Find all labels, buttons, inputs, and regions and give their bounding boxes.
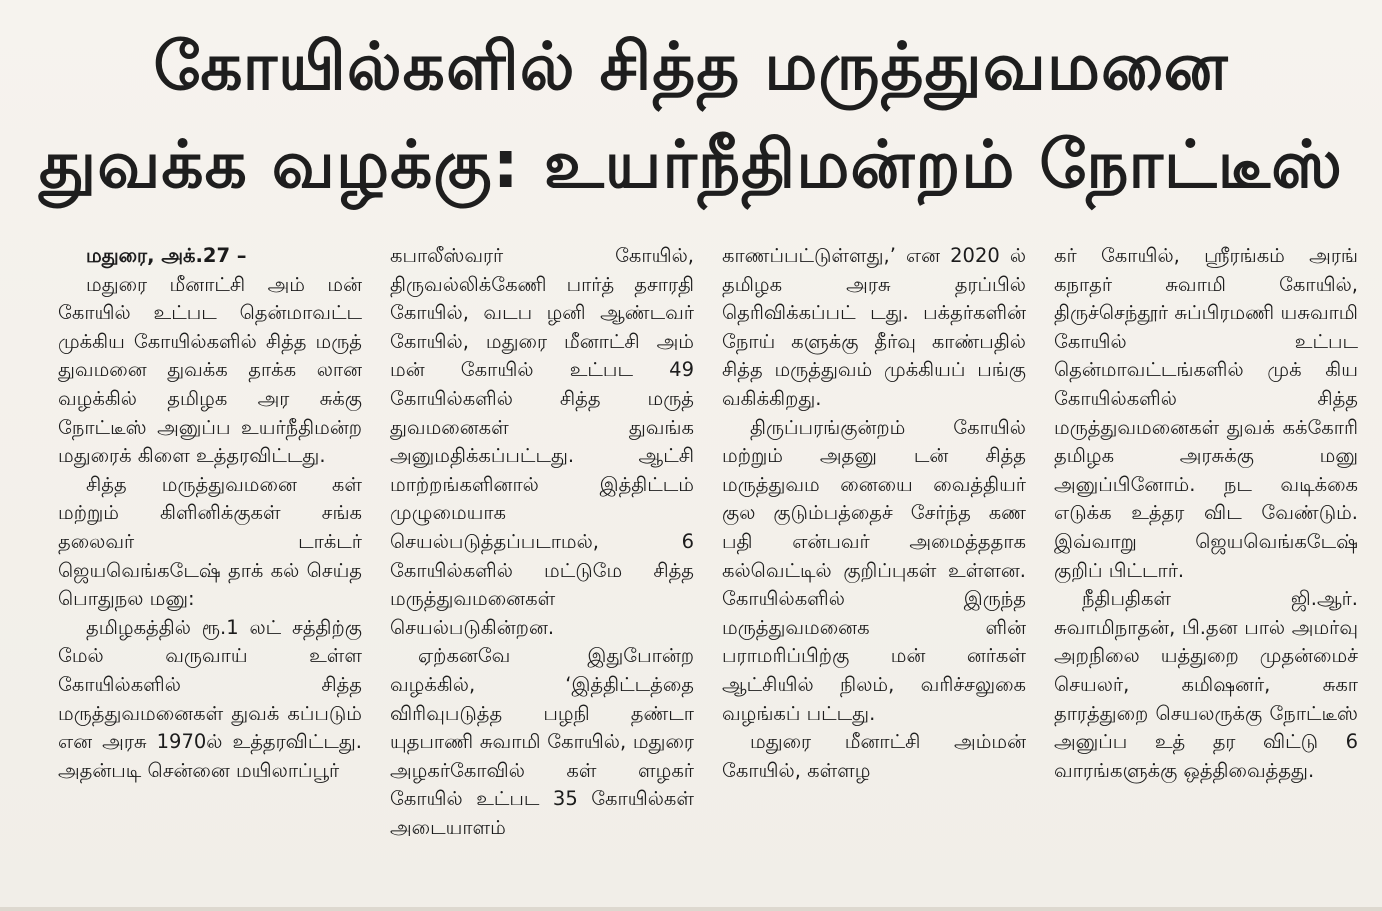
dateline: மதுரை, அக்.27 – [86,244,247,267]
paragraph: காணப்பட்டுள்ளது,’ என 2020 ல் தமிழக அரசு தரப்பில் தெரிவிக்கப்பட் டது. பக்தர்களின் நோய் களுக்கு தீர்வு காண்பதில் சித்த மருத்துவம் முக்கியப் பங்கு வகிக்கிறது. [722,244,1026,410]
paragraph: கர் கோயில், ஸ்ரீரங்கம் அரங் கநாதர் சுவாமி கோயில், திருச்செந்தூர் சுப்பிரமணி யசுவாமி கோயில் உட்பட தென்மாவட்டங்களில் முக் கிய கோயில்களில் சித்த மருத்துவமனைகள் துவக் கக்கோரி தமிழக அரசுக்கு மனு அனுப்பினோம். நட வடிக்கை எடுக்க உத்தர விட வேண்டும். இவ்வாறு ஜெயவெங்கடேஷ் குறிப் பிட்டார். [1054,244,1358,582]
paragraph: கபாலீஸ்வரர் கோயில், திருவல்லிக்கேணி பார்த் தசாரதி கோயில், வடப ழனி ஆண்டவர் கோயில், மதுரை மீனாட்சி அம் மன் கோயில் உட்பட 49 கோயில்களில் சித்த மருத் துவமனைகள் துவங்க அனுமதிக்கப்பட்டது. ஆட்சி மாற்றங்களினால் இத்திட்டம் முழுமையாக செயல்படுத்தப்படாமல், 6 கோயில்களில் மட்டுமே சித்த மருத்துவமனைகள் செயல்படுகின்றன. [390,244,694,639]
article-column-1 [58,242,362,892]
headline-line-2: துவக்க வழக்கு: உயர்நீதிமன்றம் நோட்டீஸ் [38,126,1343,203]
article-column-3 [722,242,1026,892]
article-body [58,242,1360,892]
paragraph: ஏற்கனவே இதுபோன்ற வழக்கில், ‘இத்திட்டத்தை விரிவுபடுத்த பழநி தண்டா யுதபாணி சுவாமி கோயில், மதுரை அழகர்கோவில் கள் ளழகர் கோயில் உட்பட 35 கோயில்கள் அடையாளம் [390,644,694,839]
article-column-2 [390,242,694,892]
paragraph: மதுரை மீனாட்சி அம் மன் கோயில் உட்பட தென்மாவட்ட முக்கிய கோயில்களில் சித்த மருத் துவமனை துவக்க தாக்க லான வழக்கில் தமிழக அர சுக்கு நோட்டீஸ் அனுப்ப உயர்நீதிமன்ற மதுரைக் கிளை உத்தரவிட்டது. [58,272,362,468]
headline [0,18,1382,214]
paragraph: தமிழகத்தில் ரூ.1 லட் சத்திற்கு மேல் வருவாய் உள்ள கோயில்களில் சித்த மருத்துவமனைகள் துவக் கப்படும் என அரசு 1970ல் உத்தரவிட்டது. அதன்படி சென்னை மயிலாப்பூர் [58,615,362,782]
paragraph: மதுரை மீனாட்சி அம்மன் கோயில், கள்ளழ [722,730,1026,782]
article-column-4 [1054,242,1358,892]
paragraph: நீதிபதிகள் ஜி.ஆர். சுவாமிநாதன், பி.தன பால் அமர்வு அறநிலை யத்துறை முதன்மைச் செயலர், கமிஷனர், சுகா தாரத்துறை செயலருக்கு நோட்டீஸ் அனுப்ப உத் தர விட்டு 6 வாரங்களுக்கு ஒத்திவைத்தது. [1054,587,1358,782]
paragraph: சித்த மருத்துவமனை கள் மற்றும் கிளினிக்குகள் சங்க தலைவர் டாக்டர் ஜெயவெங்கடேஷ் தாக் கல் செய்த பொதுநல மனு: [58,472,362,611]
headline-line-1: கோயில்களில் சித்த மருத்துவமனை [153,28,1229,105]
paragraph: திருப்பரங்குன்றம் கோயில் மற்றும் அதனு டன் சித்த மருத்துவம னையை வைத்தியர் குல குடும்பத்தைச் சேர்ந்த கண பதி என்பவர் அமைத்ததாக கல்வெட்டில் குறிப்புகள் உள்ளன. கோயில்களில் இருந்த மருத்துவமனைக ளின் பராமரிப்பிற்கு மன் னர்கள் ஆட்சியில் நிலம், வரிச்சலுகை வழங்கப் பட்டது. [722,415,1026,725]
page-edge [0,907,1382,911]
